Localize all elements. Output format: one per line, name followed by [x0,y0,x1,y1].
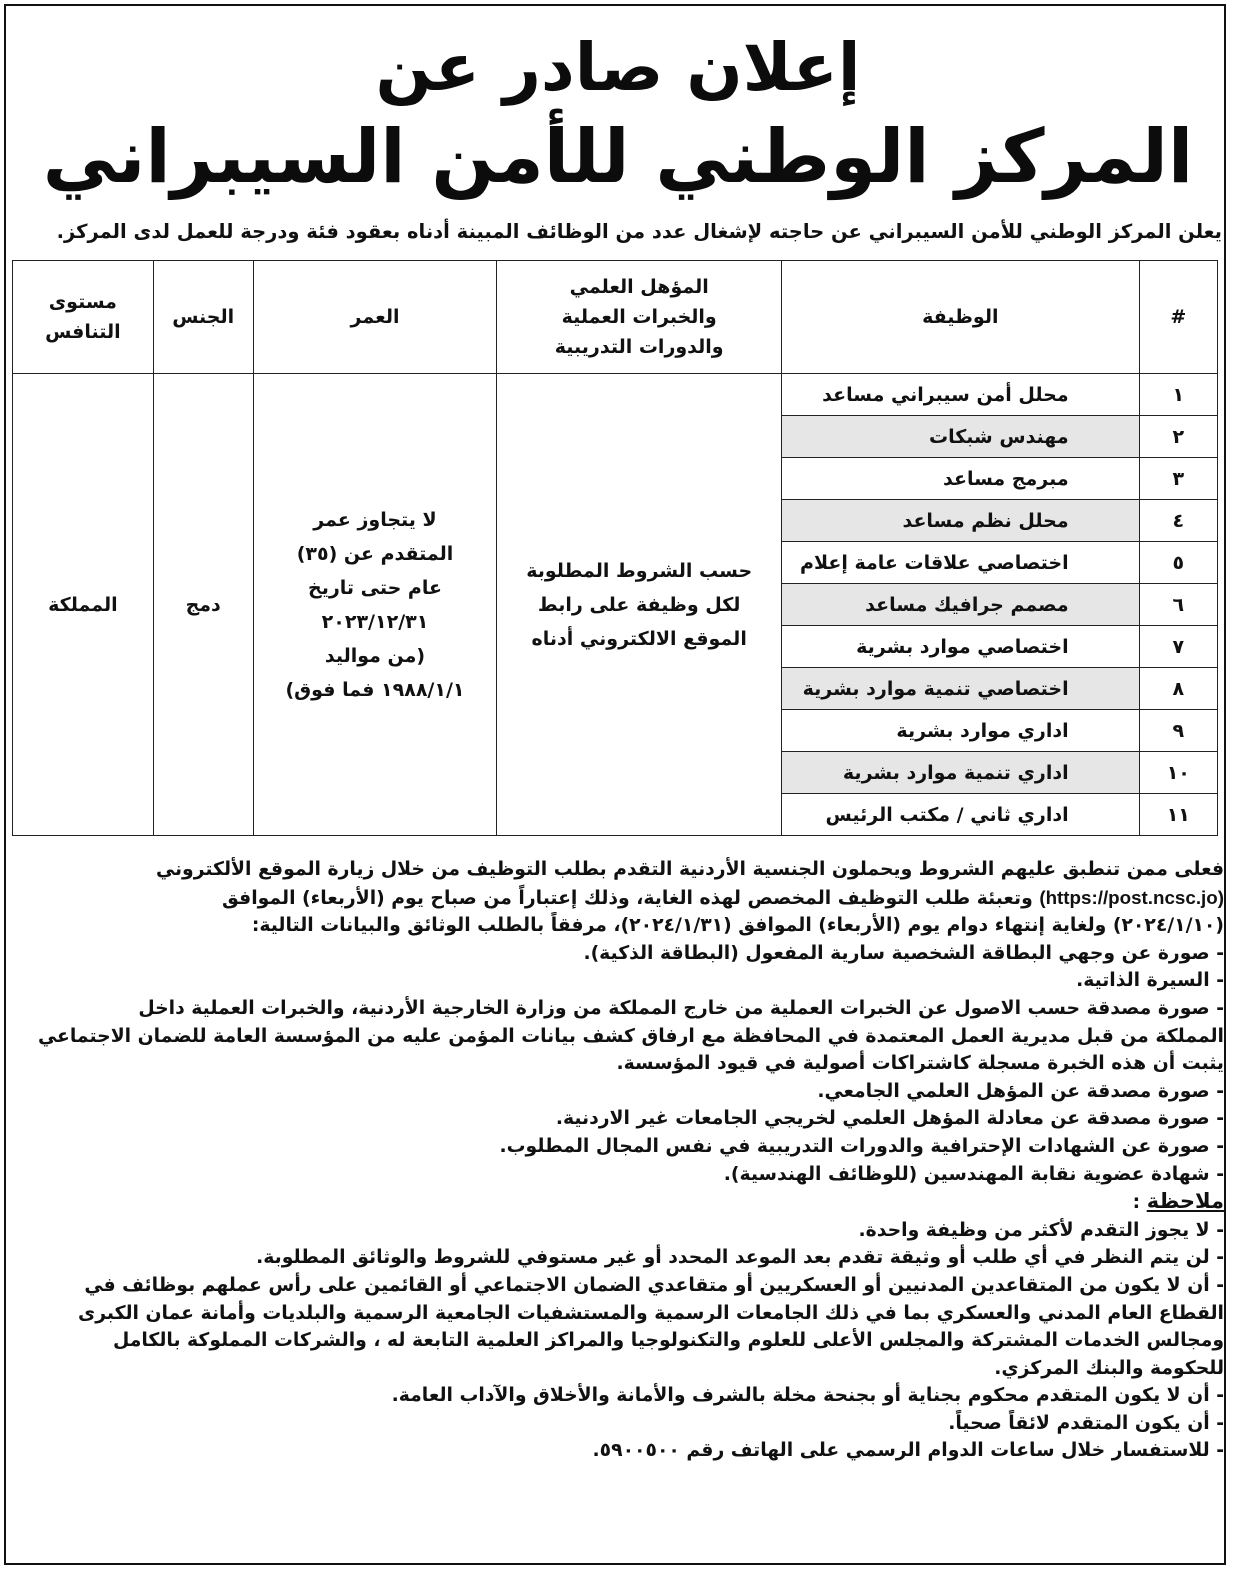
age-line: ٢٠٢٣/١٢/٣١ [321,610,429,633]
note-title: ملاحظة [1146,1189,1224,1214]
note-item: - لا يجوز التقدم لأكثر من وظيفة واحدة. [858,1219,1224,1241]
qualification-line: الموقع الالكتروني أدناه [531,627,747,650]
header-qualification-line: والخبرات العملية [561,306,717,328]
document-item: - السيرة الذاتية. [1076,970,1224,992]
document-item: - صورة عن الشهادات الإحترافية والدورات التدريبية في نفس المجال المطلوب. [499,1135,1224,1157]
qualification-line: حسب الشروط المطلوبة [526,559,753,582]
note-heading [12,1188,1224,1217]
age-line: عام حتى تاريخ [308,576,442,599]
row-number: ٥ [1139,542,1217,584]
qualification-line: لكل وظيفة على رابط [537,593,741,616]
header-qualification-line: والدورات التدريبية [554,336,724,358]
document-item: - صورة مصدقة عن معادلة المؤهل العلمي لخريجي الجامعات غير الاردنية. [555,1108,1224,1130]
row-job: محلل نظم مساعد [781,500,1139,542]
jobs-table [12,260,1218,836]
row-number: ٨ [1139,668,1217,710]
level-cell: المملكة [13,374,154,836]
row-number: ٩ [1139,710,1217,752]
row-number: ٤ [1139,500,1217,542]
note-item: - للاستفسار خلال ساعات الدوام الرسمي على الهاتف رقم ٥٩٠٠٥٠٠. [592,1440,1224,1462]
document-item: - صورة مصدقة حسب الاصول عن الخبرات العملية من خارج المملكة من وزارة الخارجية الأردنية، والخبرات العملية داخل [138,997,1224,1019]
row-job: مهندس شبكات [781,416,1139,458]
row-number: ٢ [1139,416,1217,458]
age-line: لا يتجاوز عمر [313,508,437,531]
row-number: ٦ [1139,584,1217,626]
note-item: للحكومة والبنك المركزي. [994,1357,1224,1379]
header-gender: الجنس [153,261,253,374]
document-item: المملكة من قبل مديرية العمل المعتمدة في المحافظة مع ارفاق كشف بيانات المؤمن عليه من المؤسسة العامة للضمان الاجتماعي [38,1025,1224,1047]
body-line: (٢٠٢٤/١/١٠) ولغاية إنتهاء دوام يوم (الأربعاء) الموافق (٢٠٢٤/١/٣١)، مرفقاً بالطلب الوثائق والبيانات التالية: [251,915,1224,937]
body-text [12,856,1224,1465]
title-line-1: إعلان صادر عن [375,29,861,106]
row-job: محلل أمن سيبراني مساعد [781,374,1139,416]
header-level-line: التنافس [45,321,121,343]
document-item: - صورة مصدقة عن المؤهل العلمي الجامعي. [817,1080,1224,1102]
header-age: العمر [253,261,497,374]
note-item: - أن يكون المتقدم لائقاً صحياً. [948,1412,1224,1434]
row-job: اختصاصي تنمية موارد بشرية [781,668,1139,710]
header-qualification-line: المؤهل العلمي [569,276,709,298]
intro-text: يعلن المركز الوطني للأمن السيبراني عن حاجته لإشغال عدد من الوظائف المبينة أدناه بعقود فئة ودرجة للعمل لدى المركز. [56,220,1222,243]
row-job: مبرمج مساعد [781,458,1139,500]
qualification-cell [497,374,782,836]
row-number: ٣ [1139,458,1217,500]
document-item: - صورة عن وجهي البطاقة الشخصية سارية المفعول (البطاقة الذكية). [583,942,1224,964]
gender-cell: دمج [153,374,253,836]
body-line [12,884,1224,913]
table-header-row [13,261,1218,374]
table-row [13,374,1218,416]
row-job: اختصاصي علاقات عامة إعلام [781,542,1139,584]
website-link[interactable]: (https://post.ncsc.jo) [1039,886,1224,908]
header-number: # [1139,261,1217,374]
row-job: اداري تنمية موارد بشرية [781,752,1139,794]
row-job: اختصاصي موارد بشرية [781,626,1139,668]
body-line: فعلى ممن تنطبق عليهم الشروط ويحملون الجنسية الأردنية التقدم بطلب التوظيف من خلال زيارة الموقع الألكتروني [155,859,1224,880]
header-level [13,261,154,374]
note-item: ومجالس الخدمات المشتركة والمجلس الأعلى للعلوم والتكنولوجيا والمراكز العلمية التابعة له ، والشركات المملوكة بالكامل [112,1330,1224,1352]
row-number: ١ [1139,374,1217,416]
age-line: المتقدم عن (٣٥) [296,542,454,565]
header-job: الوظيفة [781,261,1139,374]
row-number: ١٠ [1139,752,1217,794]
row-job: اداري ثاني / مكتب الرئيس [781,794,1139,836]
document-item: يثبت أن هذه الخبرة مسجلة كاشتراكات أصولية في قيود المؤسسة. [616,1053,1224,1075]
age-line: ١٩٨٨/١/١ فما فوق) [285,678,465,701]
header-qualification [497,261,782,374]
age-line: (من مواليد [324,644,426,667]
note-item: القطاع العام المدني والعسكري بما في ذلك الجامعات الرسمية والمستشفيات الجامعية الرسمية والبلديات وأمانة عمان الكبرى [78,1302,1224,1324]
row-job: مصمم جرافيك مساعد [781,584,1139,626]
header-level-line: مستوى [48,291,117,313]
row-job: اداري موارد بشرية [781,710,1139,752]
document-item: - شهادة عضوية نقابة المهندسين (للوظائف الهندسية). [723,1163,1224,1185]
row-number: ٧ [1139,626,1217,668]
note-item: - لن يتم النظر في أي طلب أو وثيقة تقدم بعد الموعد المحدد أو غير مستوفي للشروط والوثائق المطلوبة. [256,1247,1224,1269]
age-cell [253,374,497,836]
note-item: - أن لا يكون المتقدم محكوم بجناية أو بجنحة مخلة بالشرف والأمانة والأخلاق والآداب العامة. [391,1385,1224,1407]
body-line-text: وتعبئة طلب التوظيف المخصص لهذه الغاية، وذلك إعتباراً من صباح يوم (الأربعاء) الموافق [221,887,1033,909]
note-colon: : [1132,1192,1141,1214]
note-item: - أن لا يكون من المتقاعدين المدنيين أو العسكريين أو متقاعدي الضمان الاجتماعي أو القائمين على رأس عملهم بوظائف في [84,1274,1224,1296]
title-line-2: المركز الوطني للأمن السيبراني [42,114,1194,200]
row-number: ١١ [1139,794,1217,836]
